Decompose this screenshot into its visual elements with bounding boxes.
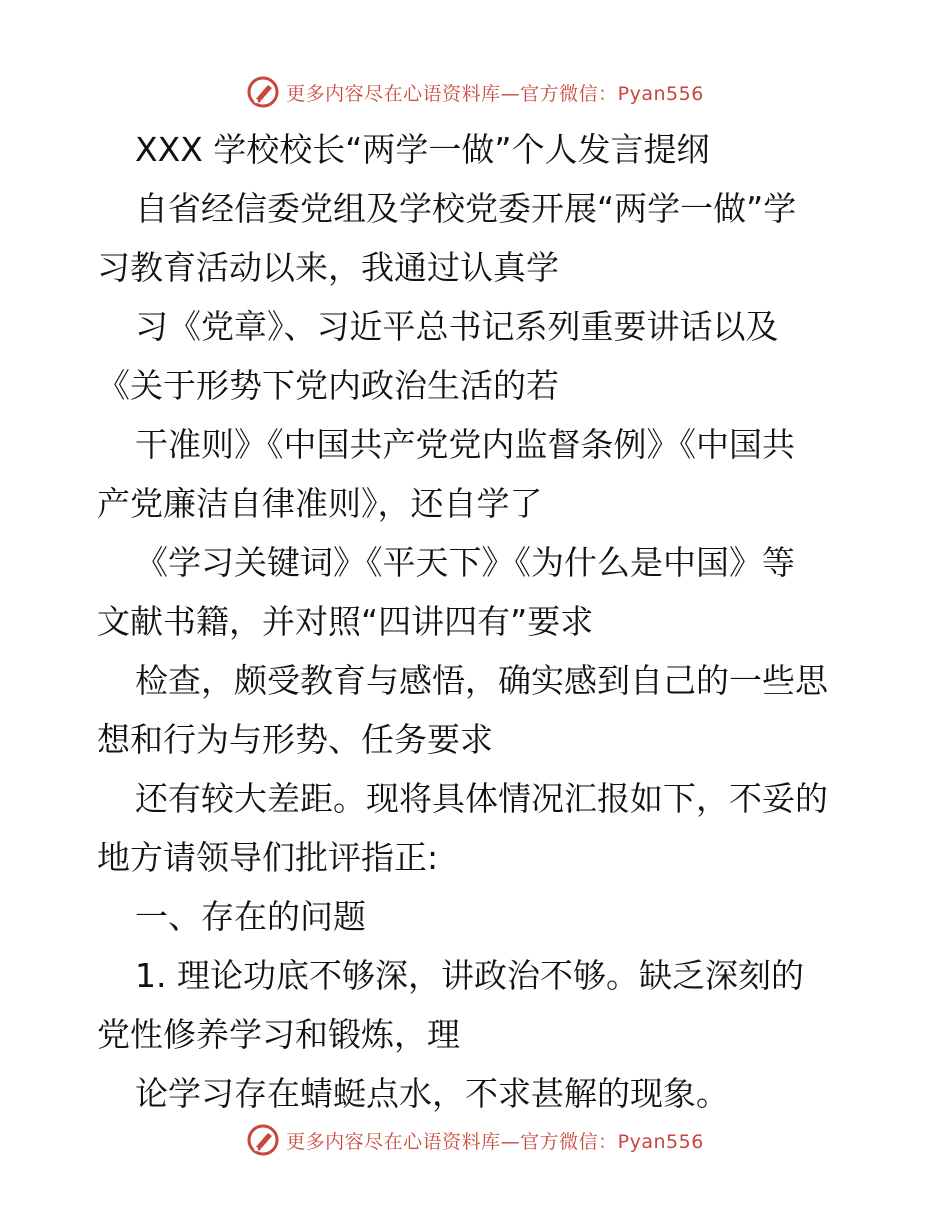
- document-body: [97, 120, 853, 1123]
- footer-watermark: [0, 1120, 950, 1160]
- text-line: 论学习存在蜻蜓点水，不求甚解的现象。: [135, 1074, 729, 1113]
- text-line: 1. 理论功底不够深，讲政治不够。缺乏深刻的: [135, 956, 804, 995]
- text-line: 检查，颇受教育与感悟，确实感到自己的一些思: [135, 661, 828, 700]
- text-line: 习《党章》、习近平总书记系列重要讲话以及: [135, 307, 779, 346]
- text-line: 习教育活动以来，我通过认真学: [97, 248, 559, 287]
- text-line: 《关于形势下党内政治生活的若: [97, 366, 559, 405]
- watermark-text: 更多内容尽在心语资料库—官方微信：Pyan556: [286, 1130, 704, 1153]
- pen-circle-logo-icon: [246, 1123, 280, 1157]
- text-line: 还有较大差距。现将具体情况汇报如下，不妥的: [135, 779, 828, 818]
- text-line: 干准则》《中国共产党党内监督条例》《中国共: [135, 425, 795, 464]
- text-line: 一、存在的问题: [135, 897, 366, 936]
- text-line: 想和行为与形势、任务要求: [97, 720, 493, 759]
- watermark-text: 更多内容尽在心语资料库—官方微信：Pyan556: [286, 82, 704, 105]
- text-line: 党性修养学习和锻炼，理: [97, 1015, 460, 1054]
- header-watermark: [0, 72, 950, 112]
- pen-circle-logo-icon: [246, 75, 280, 109]
- text-line: 自省经信委党组及学校党委开展“两学一做”学: [135, 189, 797, 228]
- text-line: 产党廉洁自律准则》，还自学了: [97, 484, 543, 523]
- text-line: XXX 学校校长“两学一做”个人发言提纲: [135, 130, 710, 169]
- text-line: 《学习关键词》《平天下》《为什么是中国》等: [135, 543, 795, 582]
- text-line: 文献书籍，并对照“四讲四有”要求: [97, 602, 594, 641]
- text-line: 地方请领导们批评指正:: [97, 838, 439, 877]
